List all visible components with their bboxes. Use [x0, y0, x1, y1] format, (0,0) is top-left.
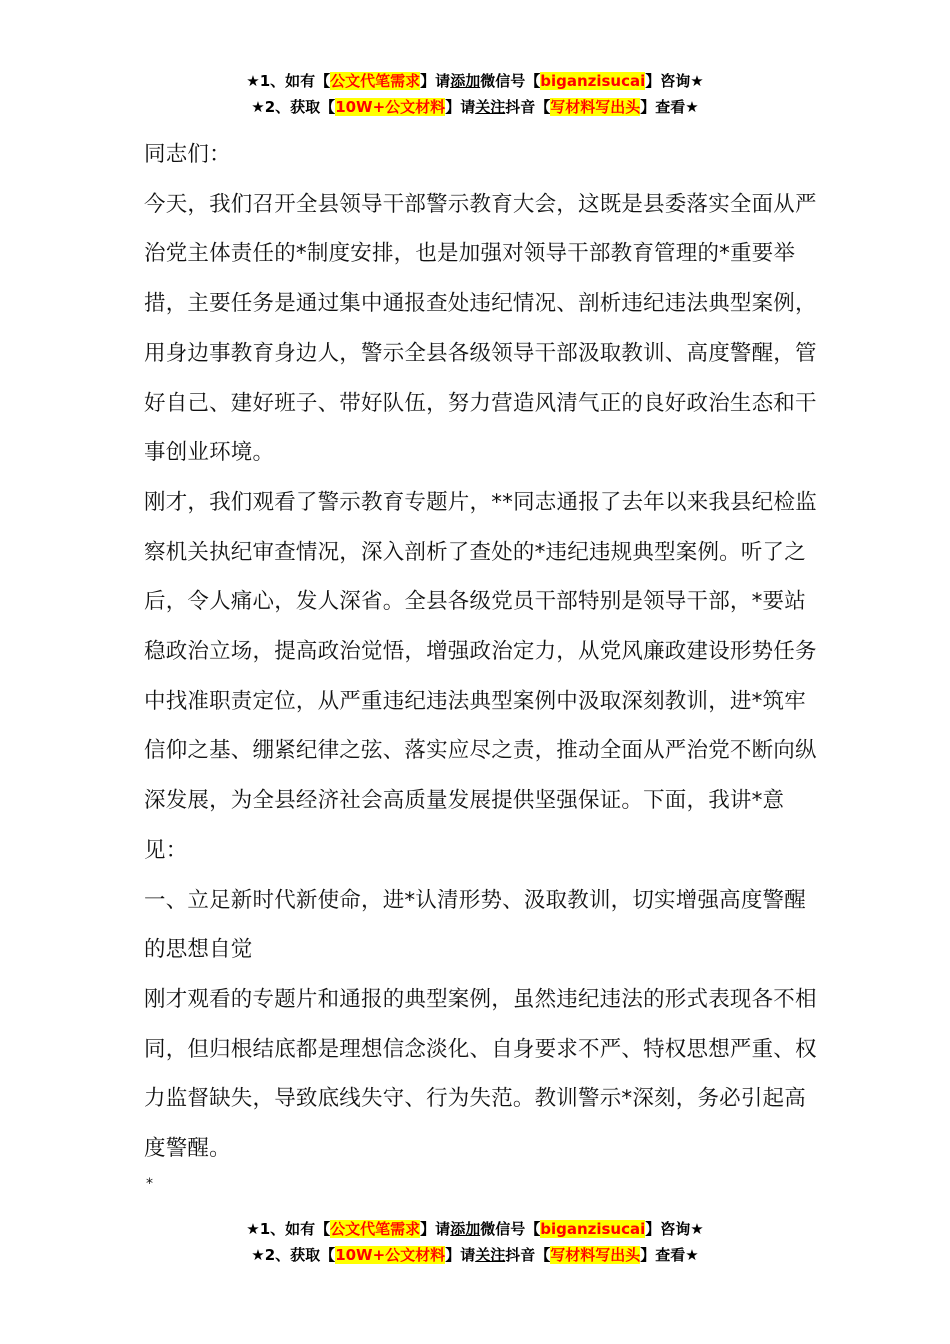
banner-line-2	[0, 94, 950, 120]
banner-line-1	[0, 68, 950, 94]
highlight-service: 公文代笔需求	[330, 72, 421, 90]
document-body	[144, 130, 824, 1174]
paragraph-report: 刚才，我们观看了警示教育专题片，**同志通报了去年以来我县纪检监察机关执纪审查情况，深入剖析了查处的*违纪违规典型案例。听了之后，令人痛心，发人深省。全县各级党员干部特别是领导干部，*要站稳政治立场，提高政治觉悟，增强政治定力，从党风廉政建设形势任务中找准职责定位，从严重违纪违法典型案例中汲取深刻教训，进*筑牢信仰之基、绷紧纪律之弦、落实应尽之责，推动全面从严治党不断向纵深发展，为全县经济社会高质量发展提供坚强保证。下面，我讲*意见：	[144, 489, 817, 863]
trailing-mark: *	[146, 1176, 153, 1192]
banner-text: 】查看★	[640, 98, 699, 116]
banner-text: ★1、如有【	[246, 72, 331, 90]
banner-text: 】请	[420, 72, 451, 90]
banner-text: 】咨询★	[645, 72, 704, 90]
paragraph-lessons: 刚才观看的专题片和通报的典型案例，虽然违纪违法的形式表现各不相同，但归根结底都是理想信念淡化、自身要求不严、特权思想严重、权力监督缺失，导致底线失守、行为失范。教训警示*深刻，务必引起高度警醒。	[144, 986, 817, 1162]
banner-text: 微信号【	[480, 1220, 541, 1238]
paragraph-opening: 今天，我们召开全县领导干部警示教育大会，这既是县委落实全面从严治党主体责任的*制度安排，也是加强对领导干部教育管理的*重要举措，主要任务是通过集中通报查处违纪情况、剖析违纪违法典型案例，用身边事教育身边人，警示全县各级领导干部汲取教训、高度警醒，管好自己、建好班子、带好队伍，努力营造风清气正的良好政治生态和干事创业环境。	[144, 191, 817, 466]
banner-text: 微信号【	[480, 72, 541, 90]
highlight-douyin-account: 写材料写出头	[550, 98, 641, 116]
highlight-materials: 10W+公文材料	[335, 1246, 446, 1264]
banner-line-1	[0, 1216, 950, 1242]
underlined-text: 添加	[450, 1220, 481, 1238]
highlight-wechat-id: biganzisucai	[540, 72, 646, 90]
section-heading-1: 一、立足新时代新使命，进*认清形势、汲取教训，切实增强高度警醒的思想自觉	[144, 887, 806, 963]
banner-text: ★1、如有【	[246, 1220, 331, 1238]
banner-text: 】请	[445, 1246, 476, 1264]
banner-text: 抖音【	[505, 1246, 551, 1264]
footer-banner	[0, 1216, 950, 1268]
banner-text: 】咨询★	[645, 1220, 704, 1238]
highlight-wechat-id: biganzisucai	[540, 1220, 646, 1238]
underlined-text: 添加	[450, 72, 481, 90]
greeting: 同志们：	[144, 142, 231, 167]
highlight-service: 公文代笔需求	[330, 1220, 421, 1238]
banner-text: 】请	[445, 98, 476, 116]
banner-line-2	[0, 1242, 950, 1268]
banner-text: 抖音【	[505, 98, 551, 116]
underlined-text: 关注	[475, 98, 506, 116]
banner-text: 】请	[420, 1220, 451, 1238]
underlined-text: 关注	[475, 1246, 506, 1264]
banner-text: 】查看★	[640, 1246, 699, 1264]
header-banner	[0, 68, 950, 120]
highlight-materials: 10W+公文材料	[335, 98, 446, 116]
highlight-douyin-account: 写材料写出头	[550, 1246, 641, 1264]
banner-text: ★2、获取【	[251, 1246, 336, 1264]
banner-text: ★2、获取【	[251, 98, 336, 116]
